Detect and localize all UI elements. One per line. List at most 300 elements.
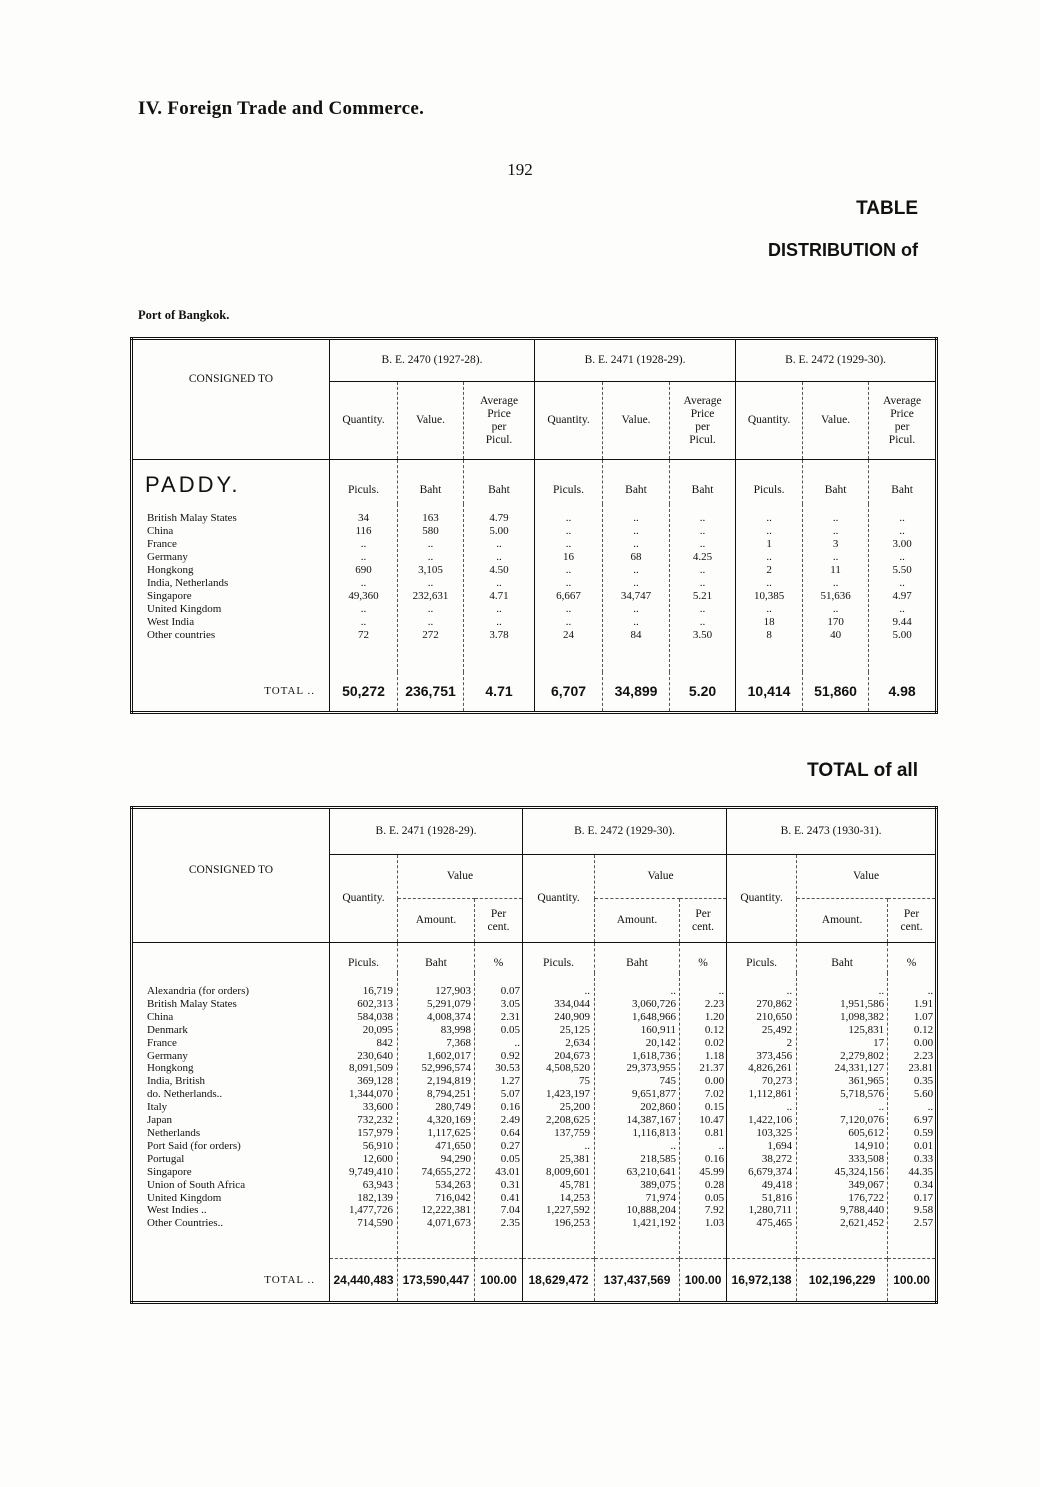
table-cell: 1,477,726	[349, 1204, 393, 1217]
total-value: 34,899	[603, 672, 670, 712]
table-cell: 0.28	[704, 1178, 725, 1191]
table-cell: 4,826,261	[748, 1062, 793, 1075]
table-cell: 1.07	[913, 1010, 934, 1023]
data-column	[535, 504, 603, 672]
data-column	[680, 973, 727, 1259]
table-cell: 11	[830, 564, 841, 576]
quantity-header: Quantity.	[523, 855, 595, 943]
data-column	[803, 504, 869, 672]
table-cell: 25,200	[559, 1101, 591, 1114]
table-cell: 1,344,070	[349, 1088, 393, 1101]
unit-label: %	[680, 943, 727, 974]
country-name: Japan	[147, 1114, 173, 1127]
table-cell: 7,368	[446, 1036, 471, 1049]
data-column	[670, 504, 736, 672]
table-cell: 40	[830, 629, 842, 641]
table-cell: 6,667	[556, 590, 581, 602]
table-cell: 334,044	[554, 997, 591, 1010]
country-name: France	[147, 538, 177, 550]
table-cell: 56,910	[362, 1139, 393, 1152]
consigned-to-header: CONSIGNED TO	[188, 864, 274, 876]
table-cell: 1,648,966	[632, 1010, 677, 1023]
total-table	[130, 806, 938, 1304]
table-cell: 44.35	[908, 1165, 934, 1178]
table-cell: 3.50	[692, 629, 713, 641]
unit-label: %	[475, 943, 523, 974]
value-header: Value	[398, 855, 523, 899]
table-cell: 49,360	[348, 590, 379, 602]
table-cell: 3.00	[892, 538, 912, 550]
table-cell: 10.47	[699, 1114, 725, 1127]
table-cell: 9,651,877	[632, 1088, 677, 1101]
amount-header: Amount.	[797, 899, 888, 943]
data-column	[464, 504, 535, 672]
table-cell: 369,128	[357, 1075, 393, 1088]
table-cell: ..	[832, 603, 839, 615]
table-cell: 0.16	[500, 1101, 521, 1114]
quantity-header: Quantity.	[330, 855, 398, 943]
table-cell: 72	[358, 629, 369, 641]
table-cell: ..	[633, 512, 639, 524]
data-column	[603, 504, 670, 672]
table-cell: 0.33	[913, 1152, 934, 1165]
data-column	[595, 973, 680, 1259]
table-cell: 9.44	[892, 616, 912, 628]
country-name: Other Countries..	[147, 1217, 224, 1230]
total-value: 173,590,447	[398, 1259, 475, 1303]
table-cell: 8,794,251	[427, 1088, 471, 1101]
table-cell: 0.34	[913, 1178, 934, 1191]
table-cell: 1,280,711	[748, 1204, 793, 1217]
table-cell: ..	[699, 564, 706, 576]
table-cell: ..	[496, 577, 502, 589]
table-cell: 4,320,169	[427, 1114, 471, 1127]
table-cell: 103,325	[756, 1126, 793, 1139]
table-cell: ..	[360, 616, 367, 628]
table-cell: 43.01	[495, 1165, 521, 1178]
country-list	[132, 504, 330, 672]
table-cell: ..	[584, 1139, 591, 1152]
table-cell: 182,139	[357, 1191, 393, 1204]
total-value: 51,860	[803, 672, 869, 712]
table-cell: 0.12	[913, 1023, 934, 1036]
table-cell: 137,759	[554, 1126, 591, 1139]
country-name: United Kingdom	[147, 1191, 222, 1204]
table-cell: 0.64	[500, 1126, 521, 1139]
unit-label: Piculs.	[535, 460, 603, 505]
table-cell: 116	[355, 525, 372, 537]
unit-label: Baht	[797, 943, 888, 974]
quantity-header: Quantity.	[330, 382, 398, 460]
country-name: China	[147, 525, 174, 537]
table-cell: 75	[579, 1075, 591, 1088]
table-cell: ..	[786, 1101, 793, 1114]
table-cell: 0.00	[913, 1036, 934, 1049]
table-cell: 361,965	[848, 1075, 885, 1088]
country-name: West Indies ..	[147, 1204, 207, 1217]
table-cell: 1,116,813	[632, 1126, 677, 1139]
unit-label: Baht	[670, 460, 736, 505]
table-cell: 0.92	[500, 1049, 521, 1062]
table-cell: 52,996,574	[421, 1062, 471, 1075]
table-cell: ..	[699, 616, 706, 628]
page-number: 192	[507, 160, 533, 179]
table-cell: 842	[376, 1036, 393, 1049]
table-cell: ..	[565, 538, 572, 550]
table-cell: 2.23	[704, 997, 725, 1010]
total-value: 18,629,472	[523, 1259, 595, 1303]
table-cell: 1.03	[704, 1217, 725, 1230]
country-name: British Malay States	[147, 512, 237, 524]
table-cell: 12,600	[362, 1152, 393, 1165]
table-cell: 63,210,641	[626, 1165, 677, 1178]
country-name: Hongkong	[147, 564, 194, 576]
table-cell: 4.79	[489, 512, 509, 524]
table-cell: ..	[633, 564, 639, 576]
table-cell: ..	[670, 985, 677, 997]
table-cell: 210,650	[756, 1010, 793, 1023]
quantity-header: Quantity.	[727, 855, 797, 943]
table-cell: 5,718,576	[840, 1088, 885, 1101]
country-name: Singapore	[147, 1165, 192, 1178]
table-cell: 0.02	[704, 1036, 725, 1049]
table-cell: ..	[927, 1101, 934, 1114]
data-column	[797, 973, 888, 1259]
table-cell: 2.31	[500, 1010, 521, 1023]
table-cell: 0.05	[500, 1152, 521, 1165]
table-cell: 230,640	[357, 1049, 393, 1062]
table-cell: 0.16	[704, 1152, 725, 1165]
country-list	[132, 973, 330, 1259]
table-cell: 7.02	[704, 1088, 725, 1101]
table-cell: 49,418	[761, 1178, 793, 1191]
amount-header: Amount.	[398, 899, 475, 943]
percent-header: Per cent.	[680, 899, 727, 943]
unit-label: Baht	[464, 460, 535, 505]
table-cell: 204,673	[554, 1049, 591, 1062]
total-value: 100.00	[888, 1259, 937, 1303]
table-cell: 389,075	[640, 1178, 677, 1191]
table-cell: ..	[427, 577, 434, 589]
table-cell: ..	[565, 525, 572, 537]
table-cell: 45.99	[699, 1165, 725, 1178]
table-cell: ..	[633, 616, 639, 628]
table-cell: 0.07	[500, 985, 521, 997]
table-cell: 0.81	[704, 1126, 725, 1139]
table-cell: ..	[699, 603, 706, 615]
table-cell: ..	[832, 512, 839, 524]
table-cell: 6,679,374	[748, 1165, 793, 1178]
unit-label: Piculs.	[727, 943, 797, 974]
country-name: Port Said (for orders)	[147, 1139, 241, 1152]
table-cell: 9.58	[913, 1204, 934, 1217]
table-cell: 24	[563, 629, 575, 641]
table-cell: 71,974	[645, 1191, 677, 1204]
total-value: 100.00	[475, 1259, 523, 1303]
period-header: B. E. 2471 (1928-29).	[330, 808, 523, 855]
country-name: Other countries	[147, 629, 216, 641]
table-cell: 9,749,410	[349, 1165, 393, 1178]
table-cell: ..	[899, 512, 905, 524]
table-cell: ..	[496, 616, 502, 628]
table-cell: 349,067	[848, 1178, 885, 1191]
period-header: B. E. 2471 (1928-29).	[535, 339, 736, 382]
data-column	[398, 504, 464, 672]
table-cell: ..	[427, 616, 434, 628]
table-cell: 3,060,726	[632, 997, 677, 1010]
consigned-to-header: CONSIGNED TO	[188, 373, 274, 385]
table-cell: ..	[699, 512, 706, 524]
unit-label: Piculs.	[523, 943, 595, 974]
country-name: Hongkong	[147, 1062, 194, 1075]
table-cell: 1,098,382	[840, 1010, 885, 1023]
table-cell: ..	[584, 985, 591, 997]
table-cell: 1,694	[767, 1139, 793, 1152]
table-cell: ..	[899, 577, 905, 589]
table-cell: 21.37	[699, 1062, 725, 1075]
table-cell: ..	[878, 1101, 885, 1114]
country-name: West India	[147, 616, 195, 628]
percent-header: Per cent.	[888, 899, 937, 943]
unit-label: Baht	[803, 460, 869, 505]
table-cell: 471,650	[435, 1139, 471, 1152]
table-cell: 7,120,076	[840, 1114, 885, 1127]
table-cell: 34	[358, 512, 369, 524]
data-column	[475, 973, 523, 1259]
table-cell: 16,719	[362, 985, 393, 997]
unit-label: Baht	[603, 460, 670, 505]
table-cell: 1,602,017	[427, 1049, 471, 1062]
table-cell: 125,831	[848, 1023, 885, 1036]
table-cell: 2.49	[500, 1114, 521, 1127]
table-cell: 25,381	[559, 1152, 591, 1165]
table-cell: 1,112,861	[748, 1088, 793, 1101]
table-cell: 280,749	[435, 1101, 471, 1114]
table-cell: 4.50	[489, 564, 509, 576]
table-cell: ..	[832, 525, 839, 537]
total-value: 5.20	[670, 672, 736, 712]
table-cell: 9,788,440	[840, 1204, 885, 1217]
total-all-title: TOTAL of all	[807, 760, 918, 781]
table-cell: 16	[563, 551, 575, 563]
table-cell: 38,272	[761, 1152, 793, 1165]
total-value: 137,437,569	[595, 1259, 680, 1303]
total-value: 236,751	[398, 672, 464, 712]
table-cell: 23.81	[908, 1062, 934, 1075]
table-cell: 218,585	[640, 1152, 677, 1165]
table-cell: 94,290	[440, 1152, 471, 1165]
table-cell: 5.60	[913, 1088, 934, 1101]
table-cell: 10,385	[753, 590, 785, 602]
quantity-header: Quantity.	[535, 382, 603, 460]
table-cell: 1.18	[704, 1049, 725, 1062]
table-cell: ..	[766, 525, 772, 537]
table-cell: 5.00	[892, 629, 912, 641]
total-value: 6,707	[535, 672, 603, 712]
table-cell: 5.07	[500, 1088, 521, 1101]
total-label: TOTAL ..	[264, 685, 315, 698]
table-cell: ..	[565, 564, 572, 576]
data-column	[523, 973, 595, 1259]
table-cell: 10,888,204	[626, 1204, 677, 1217]
table-cell: ..	[360, 551, 367, 563]
table-cell: 5,291,079	[427, 997, 471, 1010]
table-cell: 534,263	[435, 1178, 471, 1191]
unit-label: Piculs.	[330, 460, 398, 505]
table-cell: ..	[565, 603, 572, 615]
table-cell: 602,313	[357, 997, 393, 1010]
table-cell: ..	[670, 1139, 677, 1152]
table-cell: 20,095	[362, 1023, 393, 1036]
table-cell: ..	[514, 1036, 521, 1049]
country-name: China	[147, 1010, 174, 1023]
table-cell: ..	[699, 538, 706, 550]
table-cell: ..	[718, 1139, 725, 1152]
table-cell: 30.53	[495, 1062, 521, 1075]
table-cell: 240,909	[554, 1010, 591, 1023]
country-name: Italy	[147, 1101, 168, 1114]
total-label: TOTAL ..	[264, 1273, 315, 1286]
table-cell: ..	[699, 525, 706, 537]
table-cell: 4.71	[489, 590, 509, 602]
table-cell: 0.05	[500, 1023, 521, 1036]
table-cell: 1,951,586	[840, 997, 885, 1010]
table-cell: ..	[832, 551, 839, 563]
table-cell: 20,142	[645, 1036, 677, 1049]
distribution-title: DISTRIBUTION of	[768, 240, 918, 260]
country-name: do. Netherlands..	[147, 1088, 223, 1101]
table-cell: ..	[633, 538, 639, 550]
avg-price-header: Average Price per Picul.	[670, 382, 736, 460]
table-cell: 1,422,106	[748, 1114, 793, 1127]
total-value: 16,972,138	[727, 1259, 797, 1303]
table-cell: 34,747	[620, 590, 652, 602]
table-cell: 1,618,736	[632, 1049, 677, 1062]
table-cell: 475,465	[756, 1217, 793, 1230]
unit-label: Baht	[595, 943, 680, 974]
data-column	[330, 973, 398, 1259]
table-cell: 584,038	[357, 1010, 393, 1023]
section-heading: IV. Foreign Trade and Commerce.	[138, 98, 425, 119]
table-cell: 232,631	[412, 590, 449, 602]
table-cell: 0.05	[704, 1191, 725, 1204]
country-name: Denmark	[147, 1023, 188, 1036]
table-cell: ..	[766, 512, 772, 524]
country-name: United Kingdom	[147, 603, 222, 615]
table-cell: 0.35	[913, 1075, 934, 1088]
table-cell: 2,279,802	[840, 1049, 885, 1062]
table-cell: 196,253	[554, 1217, 591, 1230]
table-cell: 4,008,374	[427, 1010, 471, 1023]
country-name: Netherlands	[147, 1126, 201, 1139]
period-header: B. E. 2472 (1929-30).	[523, 808, 727, 855]
table-cell: 70,273	[761, 1075, 793, 1088]
table-cell: 272	[422, 629, 439, 641]
value-header: Value	[595, 855, 727, 899]
country-name: Alexandria (for orders)	[147, 985, 250, 997]
table-cell: 33,600	[362, 1101, 393, 1114]
table-cell: 157,979	[357, 1126, 393, 1139]
table-cell: ..	[360, 577, 367, 589]
table-cell: 0.59	[913, 1126, 934, 1139]
total-value: 4.98	[869, 672, 937, 712]
data-column	[736, 504, 803, 672]
table-cell: 12,222,381	[421, 1204, 471, 1217]
table-cell: 51,636	[820, 590, 851, 602]
table-cell: ..	[786, 985, 793, 997]
table-cell: 1.20	[704, 1010, 725, 1023]
total-value: 10,414	[736, 672, 803, 712]
table-cell: ..	[766, 551, 772, 563]
total-value: 102,196,229	[797, 1259, 888, 1303]
table-cell: 580	[422, 525, 439, 537]
table-cell: ..	[360, 538, 367, 550]
table-cell: ..	[899, 551, 905, 563]
table-cell: ..	[878, 985, 885, 997]
table-cell: 68	[630, 551, 642, 563]
table-cell: 1,423,197	[546, 1088, 591, 1101]
port-label: Port of Bangkok.	[138, 308, 230, 322]
value-header: Value	[797, 855, 937, 899]
table-cell: 0.31	[500, 1178, 521, 1191]
table-cell: ..	[633, 603, 639, 615]
table-cell: 45,324,156	[834, 1165, 885, 1178]
table-cell: 1.91	[913, 997, 934, 1010]
table-cell: 4,508,520	[546, 1062, 591, 1075]
country-name: Germany	[147, 1049, 188, 1062]
avg-price-header: Average Price per Picul.	[464, 382, 535, 460]
table-cell: 0.17	[913, 1191, 934, 1204]
value-header: Value.	[398, 382, 464, 460]
table-cell: 14,253	[559, 1191, 591, 1204]
table-cell: 5.50	[892, 564, 912, 576]
unit-label: %	[888, 943, 937, 974]
table-cell: ..	[427, 538, 434, 550]
table-cell: 202,860	[640, 1101, 677, 1114]
table-cell: 4.25	[692, 551, 713, 563]
table-cell: 0.00	[704, 1075, 725, 1088]
table-cell: 2,621,452	[840, 1217, 885, 1230]
table-cell: 25,125	[559, 1023, 591, 1036]
table-cell: 25,492	[761, 1023, 793, 1036]
table-cell: 1	[766, 538, 772, 550]
table-cell: ..	[718, 985, 725, 997]
table-cell: ..	[565, 577, 572, 589]
country-name: Singapore	[147, 590, 192, 602]
country-name: Germany	[147, 551, 188, 563]
table-cell: 1,421,192	[632, 1217, 677, 1230]
value-header: Value.	[603, 382, 670, 460]
value-header: Value.	[803, 382, 869, 460]
table-cell: 1.27	[500, 1075, 521, 1088]
table-cell: 45,781	[559, 1178, 591, 1191]
paddy-table	[130, 337, 938, 714]
data-column	[330, 504, 398, 672]
table-cell: 690	[355, 564, 372, 576]
table-cell: 0.27	[500, 1139, 521, 1152]
table-cell: ..	[633, 577, 639, 589]
table-cell: ..	[633, 525, 639, 537]
table-cell: 51,816	[761, 1191, 793, 1204]
unit-label: Piculs.	[330, 943, 398, 974]
table-cell: 3,105	[418, 564, 443, 576]
table-cell: 270,862	[756, 997, 793, 1010]
data-column	[398, 973, 475, 1259]
data-column	[727, 973, 797, 1259]
table-cell: 84	[630, 629, 642, 641]
table-cell: ..	[427, 551, 434, 563]
table-cell: 160,911	[640, 1023, 677, 1036]
